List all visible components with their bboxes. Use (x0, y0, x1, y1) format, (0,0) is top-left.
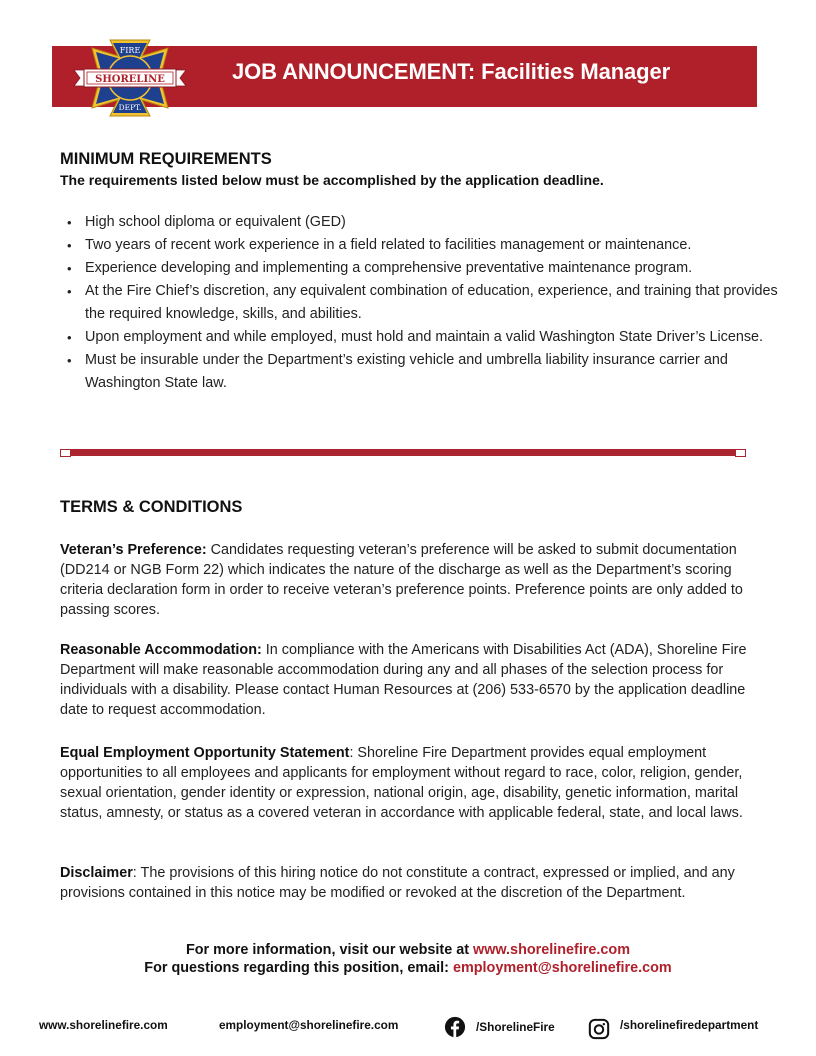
instagram-icon[interactable] (588, 1018, 610, 1040)
requirement-item: • Must be insurable under the Department’s existing vehicle and umbrella liability insurance carrier and Washington State law. (85, 349, 795, 395)
section-divider (60, 449, 746, 457)
minimum-requirements-subheading: The requirements listed below must be accomplished by the application deadline. (60, 172, 604, 188)
minimum-requirements-heading: MINIMUM REQUIREMENTS (60, 150, 272, 168)
footer-facebook-handle[interactable]: /ShorelineFire (476, 1020, 555, 1034)
shoreline-fire-logo (72, 38, 188, 118)
disclaimer-text: The provisions of this hiring notice do not constitute a contract, expressed or implied, and any provisions contained in this notice may be modified or revoked at the discretion of the Department. (60, 865, 735, 901)
logo-top-text: FIRE (119, 46, 141, 55)
veterans-preference-text: Candidates requesting veteran’s preference will be asked to submit documentation (DD214 or NGB Form 22) which indicates the nature of the discharge as well as the Department’s scoring criteria declaration form in order to receive veteran’s preference points. Preference points are only added to passing scores. (60, 542, 743, 618)
requirement-item: • At the Fire Chief’s discretion, any equivalent combination of education, experience, and training that provides the required knowledge, skills, and abilities. (85, 280, 795, 326)
requirement-item: • High school diploma or equivalent (GED) (85, 211, 795, 234)
requirement-item: • Upon employment and while employed, must hold and maintain a valid Washington State Driver’s License. (85, 326, 795, 349)
logo-bottom-text: DEPT. (118, 103, 142, 112)
footer-instagram-handle[interactable]: /shorelinefiredepartment (620, 1018, 759, 1032)
reasonable-accommodation-paragraph (60, 640, 770, 720)
requirement-item: • Two years of recent work experience in a field related to facilities management or maintenance. (85, 234, 795, 257)
terms-heading: TERMS & CONDITIONS (60, 498, 243, 516)
email-link[interactable]: employment@shorelinefire.com (452, 960, 672, 976)
eeo-statement-label: Equal Employment Opportunity Statement (60, 745, 350, 761)
website-contact-line: For more information, visit our website at www.shorelinefire.com (185, 942, 631, 958)
logo-banner-text: SHORELINE (95, 74, 165, 85)
disclaimer-label: Disclaimer (60, 865, 133, 881)
requirements-list (60, 211, 795, 395)
footer-website[interactable]: www.shorelinefire.com (39, 1018, 168, 1032)
veterans-preference-label: Veteran’s Preference: (60, 542, 207, 558)
disclaimer-paragraph: Disclaimer: The provisions of this hiring notice do not constitute a contract, expressed or implied, and any provisions contained in this notice may be modified or revoked at the discretion of the Department. (60, 865, 735, 901)
requirement-item: • Experience developing and implementing a comprehensive preventative maintenance program. (85, 257, 795, 280)
reasonable-accommodation-text: In compliance with the Americans with Disabilities Act (ADA), Shoreline Fire Department will make reasonable accommodation during any and all phases of the selection process for individuals with a disability. Please contact Human Resources at (206) 533-6570 by the application deadline date to request accommodation. (60, 642, 747, 718)
website-link[interactable]: www.shorelinefire.com (473, 942, 631, 958)
eeo-statement-paragraph: Equal Employment Opportunity Statement: Shoreline Fire Department provides equal employment opportunities to all employees and applicants for employment without regard to race, color, religion, gender, sexual orientation, gender identity or expression, national origin, age, disability, genetic information, marital status, amnesty, or status as a covered veteran in accordance with applicable federal, state, and local laws. (60, 745, 743, 821)
reasonable-accommodation-label: Reasonable Accommodation: (60, 642, 262, 658)
footer-email[interactable]: employment@shorelinefire.com (219, 1018, 399, 1032)
eeo-statement-text: Shoreline Fire Department provides equal employment opportunities to all employees and applicants for employment without regard to race, color, religion, gender, sexual orientation, gender identity or expression, national origin, age, disability, genetic information, marital status, amnesty, or status as a covered veteran in accordance with applicable federal, state, and local laws. (60, 745, 743, 821)
email-contact-line: For questions regarding this position, email: employment@shorelinefire.com (144, 960, 672, 976)
veterans-preference-paragraph (60, 540, 770, 620)
facebook-icon[interactable] (444, 1016, 466, 1038)
page-title: JOB ANNOUNCEMENT: Facilities Manager (232, 59, 671, 84)
